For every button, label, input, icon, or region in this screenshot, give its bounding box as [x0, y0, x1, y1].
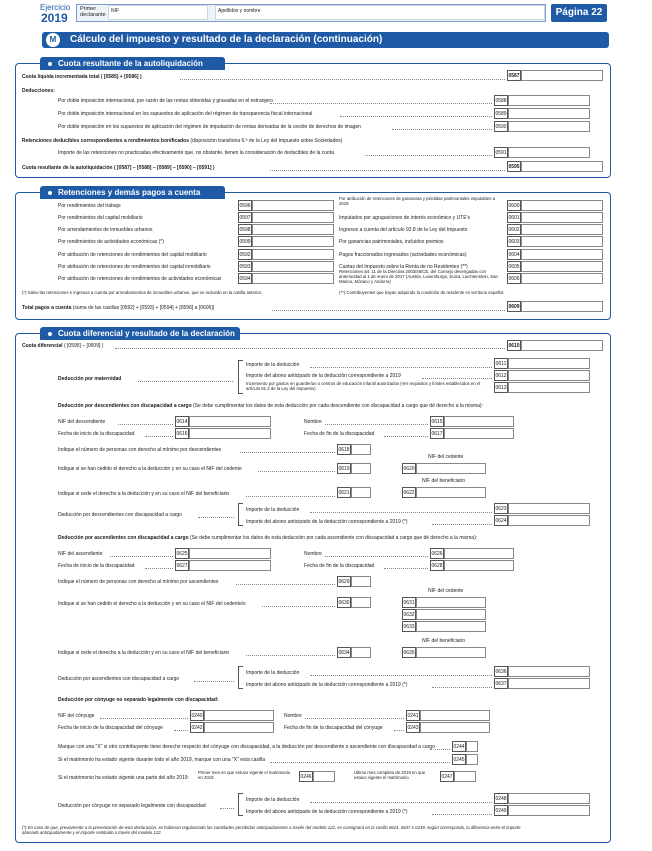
ret-left-label: Por atribución de retenciones de rendimientos de actividades económicas — [58, 276, 222, 282]
ret-right-label: Pagos fraccionados ingresados (actividades económicas) — [339, 252, 467, 258]
cony-ultimo-mes-label: Último mes completo de 2019 en que estuvo vigente el matrimonio — [354, 770, 426, 780]
cedido-label: Indique si se han cedido el derecho a la deducción y en su caso el NIF del cedente — [58, 466, 242, 472]
cony-nombre-label: Nombre — [284, 713, 302, 719]
leader — [365, 155, 492, 156]
code-0630: 0630 — [337, 597, 351, 608]
field-0626[interactable] — [444, 548, 514, 559]
fecha-fin-label: Fecha de fin de la discapacidad — [304, 431, 375, 437]
maternidad-label: Deducción por maternidad — [58, 376, 122, 382]
field-0249[interactable] — [508, 805, 590, 816]
num-personas-label: Indique el número de personas con derecho al mínimo por descendientes — [58, 447, 222, 453]
diferencial-tab: Cuota diferencial y resultado de la declaración — [40, 327, 240, 340]
code-0591: 0591 — [494, 147, 508, 158]
desc-title: Deducción por descendientes con discapacidad a cargo (Se debe cumplimentar los datos de esta deducción por cada descendiente con discapacidad a cargo que dé derecho a la misma): — [58, 403, 483, 409]
mat-incremento-label: Incremento por gastos en guarderías o centros de educación infantil autorizados (Ver requisitos y límites establecidos en el artículo 81.2 de la Ley del Impuesto) — [246, 381, 481, 391]
code-0244: 0244 — [452, 741, 466, 752]
code-0590: 0590 — [494, 121, 508, 132]
ejercicio-label: Ejercicio — [40, 3, 71, 12]
leader — [394, 730, 404, 731]
field-0243[interactable] — [420, 722, 490, 733]
ded-1-label: Por doble imposición internacional, por razón de las rentas obtenidas y gravadas en el extranjero — [58, 98, 273, 104]
leader — [236, 584, 335, 585]
leader — [198, 517, 234, 518]
field-0625[interactable] — [189, 548, 271, 559]
field-0616[interactable] — [189, 428, 271, 439]
bracket — [238, 503, 243, 526]
checkbox-0245[interactable] — [466, 754, 478, 765]
field-0629[interactable] — [351, 576, 371, 587]
field-0241[interactable] — [420, 710, 490, 721]
cony-parte-label: Si el matrimonio ha estado vigente una parte del año 2019: — [58, 775, 189, 781]
leader — [145, 568, 173, 569]
leader — [422, 378, 492, 379]
code-0622: 0622 — [402, 487, 416, 498]
field-0612[interactable] — [508, 370, 590, 381]
code-0248: 0248 — [494, 793, 508, 804]
code-0595: 0595 — [507, 161, 521, 172]
leader — [138, 381, 233, 382]
code-0610: 0610 — [507, 340, 521, 351]
code-0597: 0597 — [238, 212, 252, 223]
field-0247[interactable] — [454, 771, 476, 782]
field-0598[interactable] — [252, 224, 334, 235]
code-0637: 0637 — [494, 678, 508, 689]
field-0613[interactable] — [508, 382, 590, 393]
leader — [258, 471, 335, 472]
code-0594: 0594 — [238, 273, 252, 284]
leader — [392, 129, 492, 130]
code-0627: 0627 — [175, 560, 189, 571]
code-0588: 0588 — [494, 95, 508, 106]
leader — [325, 556, 428, 557]
cony-marque-label: Marque con una "X" si otro contribuyente tiene derecho respecto del cónyuge con discapacidad, a la deducción por descendiente o ascendiente con discapacidad a cargo — [58, 744, 435, 750]
ret-left-label: Por rendimientos del trabajo — [58, 203, 121, 209]
leader — [384, 436, 428, 437]
retenciones-tab: Retenciones y demás pagos a cuenta — [40, 186, 225, 199]
code-0617: 0617 — [430, 428, 444, 439]
asc-nif-label: NIF del ascendiente — [58, 551, 103, 557]
desc-abono-label: Importe del abono anticipado de la deducción correspondiente a 2019 (*) — [246, 519, 408, 525]
asc-importe-label: Importe de la deducción — [246, 670, 300, 676]
field-0601[interactable] — [521, 212, 603, 223]
mat-importe-label: Importe de la deducción — [246, 362, 300, 368]
field-0599[interactable] — [252, 236, 334, 247]
ret-right-label: Por ganancias patrimoniales, incluidos premios — [339, 239, 444, 245]
code-0612: 0612 — [494, 370, 508, 381]
code-0628: 0628 — [430, 560, 444, 571]
leader — [194, 681, 234, 682]
field-0604[interactable] — [521, 249, 603, 260]
leader — [240, 452, 335, 453]
field-0593[interactable] — [252, 261, 334, 272]
field-0590[interactable] — [508, 121, 590, 132]
code-0636: 0636 — [494, 666, 508, 677]
asc-fecha-fin-label: Fecha de fin de la discapacidad — [304, 563, 375, 569]
cuota-resultante-label: Cuota resultante de la autoliquidación ( [0587] – [0588] – [0589] – [0590] – [0591] ) — [22, 165, 215, 171]
ret-right-label: Cuotas del Impuesto sobre la Renta de no Residentes (**) — [339, 264, 468, 270]
leader — [310, 367, 492, 368]
code-0249: 0249 — [494, 805, 508, 816]
fecha-inicio-label: Fecha de inicio de la discapacidad — [58, 431, 135, 437]
ret-left-label: Por rendimientos de actividades económicas (*) — [58, 239, 164, 245]
code-0625: 0625 — [175, 548, 189, 559]
desc-ded-label: Deducción por descendientes con discapacidad a cargo — [58, 512, 182, 518]
nif-benef-label: NIF del beneficiario — [422, 478, 466, 484]
field-0587[interactable] — [521, 70, 603, 81]
note-left: (*) Salvo las retenciones e ingresos a cuenta por arrendamientos de inmuebles urbanos, que se incluirán en la casilla anterior. — [22, 290, 263, 295]
field-0618[interactable] — [351, 444, 371, 455]
leader — [430, 749, 450, 750]
leader — [118, 424, 173, 425]
field-0596[interactable] — [252, 200, 334, 211]
nif-label: NIF — [111, 8, 120, 14]
field-0635[interactable] — [416, 647, 486, 658]
ret-left-label: Por rendimientos del capital mobiliario — [58, 215, 143, 221]
field-0588[interactable] — [508, 95, 590, 106]
cony-vigente-label: Si el matrimonio ha estado vigente durante todo el año 2019, marque con una "X" esta casilla — [58, 757, 266, 763]
leader — [246, 655, 335, 656]
footnote: (*) En caso de que, previamente a la presentación de esta declaración, se hubieran regularizado las cantidades percibidas anticipadamente a través del modelo 122, se consignará en la casilla 0624, 0637 o 0249, según corresponda, la diferencia entre el importe abonado anticipadamente y el importe restituido a través del modelo 122. — [22, 825, 521, 835]
code-0621: 0621 — [337, 487, 351, 498]
field-0609[interactable] — [521, 301, 603, 312]
asc-abono-label: Importe del abono anticipado de la deducción correspondiente a 2019 (*) — [246, 682, 408, 688]
code-0614: 0614 — [175, 416, 189, 427]
page-number: Página 22 — [551, 4, 607, 22]
field-0595[interactable] — [521, 161, 603, 172]
field-0628[interactable] — [444, 560, 514, 571]
code-0589: 0589 — [494, 108, 508, 119]
leader — [432, 687, 492, 688]
leader — [246, 496, 335, 497]
apellidos-label: Apellidos y nombre — [218, 8, 261, 14]
desc-importe-label: Importe de la deducción — [246, 507, 300, 513]
field-0623[interactable] — [508, 503, 590, 514]
apellidos-field[interactable] — [215, 5, 545, 20]
code-0592: 0592 — [238, 249, 252, 260]
code-0600: 0600 — [507, 200, 521, 211]
field-0627[interactable] — [189, 560, 271, 571]
code-0616: 0616 — [175, 428, 189, 439]
asc-nif-cedente-label: NIF del cedente — [428, 588, 464, 594]
asc-title: Deducción por ascendientes con discapacidad a cargo (Se debe cumplimentar los datos de esta deducción por cada ascendiente con discapacidad a cargo que dé derecho a la misma): — [58, 535, 478, 541]
cony-primer-mes-label: Primer mes en que estuvo vigente el matrimonio en 2019 — [198, 770, 291, 780]
code-0611: 0611 — [494, 358, 508, 369]
diferencial-section — [15, 333, 611, 843]
code-0606: 0606 — [507, 273, 521, 284]
ret-right-label: Imputados por agrupaciones de interés económico y UTE's — [339, 215, 471, 221]
cede-label: Indique si cede el derecho a la deducción y en su caso el NIF del beneficiario — [58, 491, 230, 497]
asc-cede-label: Indique si cede el derecho a la deducción y en su caso el NIF del beneficiario — [58, 650, 230, 656]
code-0246: 0246 — [299, 771, 313, 782]
asc-ded-label: Deducción por ascendientes con discapacidad a cargo — [58, 676, 180, 682]
field-0615[interactable] — [444, 416, 514, 427]
nif-desc-label: NIF del descendiente — [58, 419, 106, 425]
code-0635: 0635 — [402, 647, 416, 658]
code-0243: 0243 — [406, 722, 420, 733]
code-0596: 0596 — [238, 200, 252, 211]
page-title: Cálculo del impuesto y resultado de la declaración (continuación) — [70, 34, 383, 45]
field-0619[interactable] — [351, 463, 371, 474]
code-0601: 0601 — [507, 212, 521, 223]
code-0626: 0626 — [430, 548, 444, 559]
field-0600[interactable] — [521, 200, 603, 211]
checkbox-0244[interactable] — [466, 741, 478, 752]
nombre-label: Nombre — [304, 419, 322, 425]
field-0630[interactable] — [351, 597, 371, 608]
asc-nombre-label: Nombre — [304, 551, 322, 557]
cuota-liquida-label: Cuota líquida incrementada total ( [0585] + [0586] ) — [22, 74, 142, 80]
bracket — [238, 360, 243, 394]
asc-cedido-label: Indique si se han cedido el derecho a la deducción y en su caso el NIF del cedente/s — [58, 601, 246, 607]
cony-title: Deducción por cónyuge no separado legalmente con discapacidad: — [58, 697, 219, 703]
code-0603: 0603 — [507, 236, 521, 247]
code-0633: 0633 — [402, 621, 416, 632]
field-0589[interactable] — [508, 108, 590, 119]
year-label: 2019 — [41, 11, 68, 25]
leader — [432, 524, 492, 525]
field-0246[interactable] — [313, 771, 335, 782]
leader — [270, 170, 505, 171]
cuota-diferencial-label: Cuota diferencial ( [0595] – [0609] ) — [22, 343, 104, 349]
cony-abono-label: Importe del abono anticipado de la deducción correspondiente a 2019 (*) — [246, 809, 408, 815]
field-0632[interactable] — [416, 609, 486, 620]
code-0613: 0613 — [494, 382, 508, 393]
leader — [310, 675, 492, 676]
asc-fecha-inicio-label: Fecha de inicio de la discapacidad — [58, 563, 135, 569]
code-0634: 0634 — [337, 647, 351, 658]
leader — [305, 718, 404, 719]
leader — [180, 79, 505, 80]
field-0597[interactable] — [252, 212, 334, 223]
code-0599: 0599 — [238, 236, 252, 247]
code-0593: 0593 — [238, 261, 252, 272]
field-0606[interactable] — [521, 273, 603, 284]
bracket — [238, 793, 243, 816]
ded-2-label: Por doble imposición internacional en los supuestos de aplicación del régimen de transparencia fiscal internacional — [58, 111, 313, 117]
retenciones-bonif-label: Retenciones deducibles correspondientes a rendimientos bonificados (disposición transitoria 6.ª de la Ley del Impuesto sobre Sociedades) — [22, 138, 343, 144]
field-0594[interactable] — [252, 273, 334, 284]
code-0632: 0632 — [402, 609, 416, 620]
field-0617[interactable] — [444, 428, 514, 439]
code-0631: 0631 — [402, 597, 416, 608]
code-0602: 0602 — [507, 224, 521, 235]
code-0605: 0605 — [507, 261, 521, 272]
code-0240: 0240 — [190, 710, 204, 721]
deducciones-label: Deducciones: — [22, 88, 55, 94]
field-0633[interactable] — [416, 621, 486, 632]
code-0624: 0624 — [494, 515, 508, 526]
code-0242: 0242 — [190, 722, 204, 733]
leader — [340, 116, 492, 117]
code-0629: 0629 — [337, 576, 351, 587]
cuota-tab: Cuota resultante de la autoliquidación — [40, 57, 225, 70]
nif-field[interactable] — [108, 5, 208, 20]
section-badge: M — [46, 33, 60, 47]
code-0620: 0620 — [402, 463, 416, 474]
code-0604: 0604 — [507, 249, 521, 260]
code-0598: 0598 — [238, 224, 252, 235]
field-0248[interactable] — [508, 793, 590, 804]
field-0634[interactable] — [351, 647, 371, 658]
leader — [432, 814, 492, 815]
leader — [110, 556, 173, 557]
ret-right-label: Por atribución de retenciones de ganancias y pérdidas patrimoniales imputables a 2019 — [339, 196, 495, 206]
field-0622[interactable] — [416, 487, 486, 498]
declarante-label: Primer declarante — [80, 6, 106, 18]
ret-left-label: Por atribución de retenciones de rendimientos del capital inmobiliario — [58, 264, 211, 270]
field-0614[interactable] — [189, 416, 271, 427]
field-0610[interactable] — [521, 340, 603, 351]
field-0611[interactable] — [508, 358, 590, 369]
leader — [384, 568, 428, 569]
leader — [272, 310, 505, 311]
field-0242[interactable] — [204, 722, 274, 733]
ret-right-label: Ingresos a cuenta del artículo 92.8 de la Ley del Impuesto — [339, 227, 468, 233]
importe-no-practicadas-label: Importe de las retenciones no practicadas efectivamente que, no obstante, tienen la consideración de deducibles de la cuota — [58, 150, 335, 156]
leader — [270, 103, 492, 104]
cony-importe-label: Importe de la deducción — [246, 797, 300, 803]
code-0623: 0623 — [494, 503, 508, 514]
field-0624[interactable] — [508, 515, 590, 526]
leader — [262, 606, 335, 607]
code-0619: 0619 — [337, 463, 351, 474]
leader — [145, 436, 173, 437]
field-0636[interactable] — [508, 666, 590, 677]
leader — [310, 802, 492, 803]
code-0609: 0609 — [507, 301, 521, 312]
ret-left-label: Por atribución de retenciones de rendimientos del capital mobiliario — [58, 252, 207, 258]
cony-nif-label: NIF del cónyuge — [58, 713, 95, 719]
field-0637[interactable] — [508, 678, 590, 689]
bracket — [238, 666, 243, 689]
cony-ded-label: Deducción por cónyuge no separado legalmente con discapacidad — [58, 803, 206, 809]
field-0631[interactable] — [416, 597, 486, 608]
field-0592[interactable] — [252, 249, 334, 260]
ded-3-label: Por doble imposición en los supuestos de aplicación del régimen de imputación de rentas derivadas de la cesión de derechos de imagen — [58, 124, 361, 130]
field-0240[interactable] — [204, 710, 274, 721]
code-0615: 0615 — [430, 416, 444, 427]
leader — [310, 512, 492, 513]
code-0247: 0247 — [440, 771, 454, 782]
ret-left-label: Por arrendamientos de inmuebles urbanos — [58, 227, 153, 233]
code-0618: 0618 — [337, 444, 351, 455]
cony-fecha-inicio-label: Fecha de inicio de la discapacidad del cónyuge — [58, 725, 163, 731]
field-0621[interactable] — [351, 487, 371, 498]
nif-cedente-label: NIF del cedente — [428, 454, 464, 460]
total-pagos-label: Total pagos a cuenta (suma de las casillas [0592] + [0593] + [0594] + [0596] a [0606]) — [22, 305, 215, 311]
leader — [325, 424, 428, 425]
cony-fecha-fin-label: Fecha de fin de la discapacidad del cónyuge — [284, 725, 383, 731]
code-0245: 0245 — [452, 754, 466, 765]
leader — [100, 718, 188, 719]
mat-abono-label: Importe del abono anticipado de la deducción correspondiente a 2019 — [246, 373, 401, 379]
code-0241: 0241 — [406, 710, 420, 721]
leader — [115, 348, 505, 349]
asc-num-label: Indique el número de personas con derecho al mínimo por ascendientes — [58, 579, 219, 585]
field-0603[interactable] — [521, 236, 603, 247]
note-right: (**) Contribuyentes que hayan adquirido la condición de residente en territorio español. — [339, 290, 505, 295]
leader — [220, 808, 234, 809]
leader — [270, 762, 450, 763]
field-0602[interactable] — [521, 224, 603, 235]
ret-right-label: Retenciones art. 11 de la Directiva 2003/48/CE, del Consejo devengadas con anterioridad al 1 de enero de 2017 (Austria, Luxemburgo, Suiza, Liechtenstein, San Marino, Mónaco y Andorra) — [339, 269, 498, 284]
field-0620[interactable] — [416, 463, 486, 474]
asc-nif-benef-label: NIF del beneficiario — [422, 638, 466, 644]
field-0591[interactable] — [508, 147, 590, 158]
leader — [174, 730, 188, 731]
code-0587: 0587 — [507, 70, 521, 81]
field-0605[interactable] — [521, 261, 603, 272]
